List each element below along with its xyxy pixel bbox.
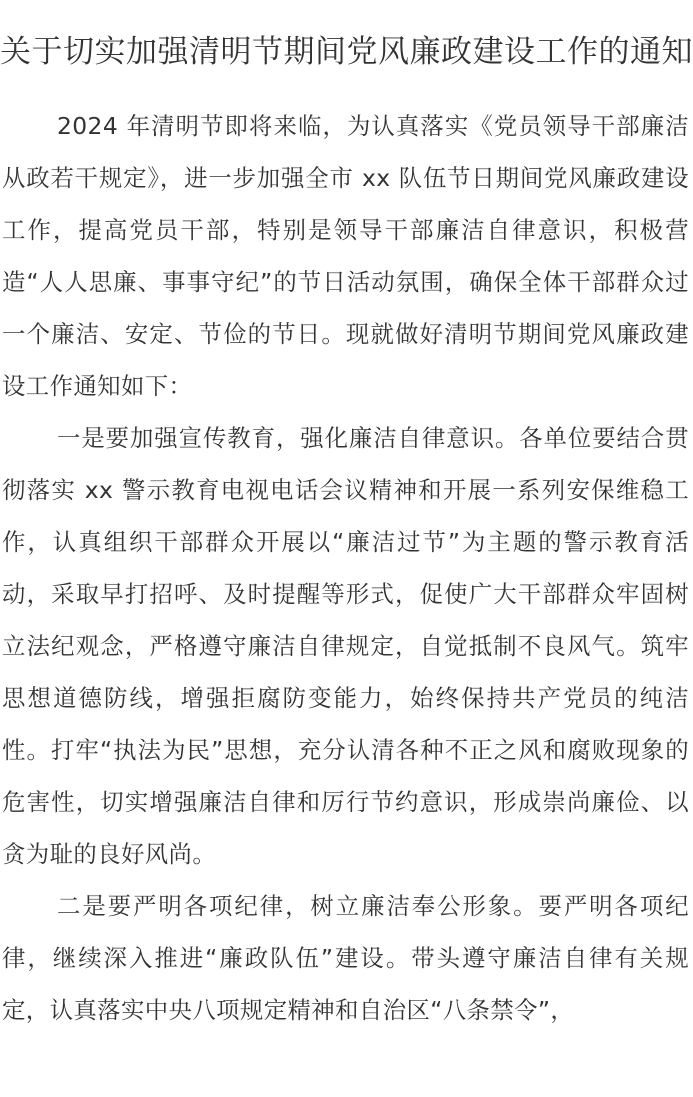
paragraph-intro: 2024 年清明节即将来临，为认真落实《党员领导干部廉洁从政若干规定》，进一步加强全市 xx 队伍节日期间党风廉政建设工作，提高党员干部，特别是领导干部廉洁自律意识，积极营造“人人思廉、事事守纪”的节日活动氛围，确保全体干部群众过一个廉洁、安定、节俭的节日。现就做好清明节期间党风廉政建设工作通知如下： bbox=[2, 112, 689, 400]
paragraph-point-one: 一是要加强宣传教育，强化廉洁自律意识。各单位要结合贯彻落实 xx 警示教育电视电话会议精神和开展一系列安保维稳工作，认真组织干部群众开展以“廉洁过节”为主题的警示教育活动，采取早打招呼、及时提醒等形式，促使广大干部群众牢固树立法纪观念，严格遵守廉洁自律规定，自觉抵制不良风气。筑牢思想道德防线，增强拒腐防变能力，始终保持共产党员的纯洁性。打牢“执法为民”思想，充分认清各种不正之风和腐败现象的危害性，切实增强廉洁自律和厉行节约意识，形成崇尚廉俭、以贪为耻的良好风尚。 bbox=[2, 424, 689, 868]
paragraph-point-two: 二是要严明各项纪律，树立廉洁奉公形象。要严明各项纪律，继续深入推进“廉政队伍”建设。带头遵守廉洁自律有关规定，认真落实中央八项规定精神和自治区“八条禁令”， bbox=[2, 892, 689, 1024]
document-body bbox=[0, 100, 693, 1036]
document-title: 关于切实加强清明节期间党风廉政建设工作的通知 bbox=[0, 34, 693, 70]
